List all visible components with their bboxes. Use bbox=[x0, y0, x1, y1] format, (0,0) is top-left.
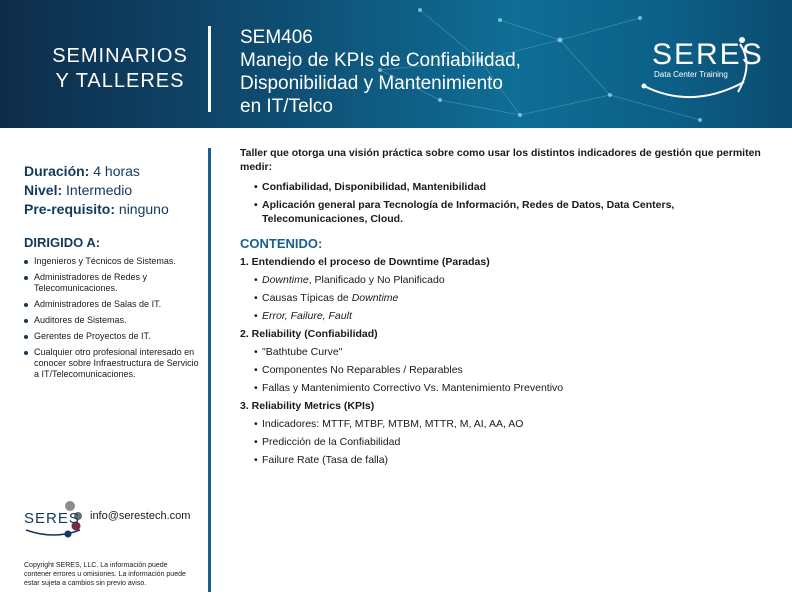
audience-list bbox=[24, 256, 204, 380]
content-title: CONTENIDO: bbox=[240, 236, 323, 251]
list-item: • Failure Rate (Tasa de falla) bbox=[254, 453, 770, 467]
logo-subtitle: Data Center Training bbox=[654, 70, 728, 79]
list-item: • "Bathtube Curve" bbox=[254, 345, 770, 359]
section-2-title: 2. Reliability (Confiabilidad) bbox=[240, 328, 378, 340]
list-item bbox=[254, 309, 770, 323]
header-banner bbox=[0, 0, 792, 128]
list-item: • Aplicación general para Tecnología de Información, Redes de Datos, Data Centers, Telecomunicaciones, Cloud. bbox=[254, 198, 770, 226]
section-1-list bbox=[254, 273, 770, 323]
banner-divider bbox=[208, 26, 211, 112]
series-label-line1: SEMINARIOS bbox=[52, 45, 188, 67]
course-code: SEM406 bbox=[240, 27, 313, 48]
list-item: • Fallas y Mantenimiento Correctivo Vs. Mantenimiento Preventivo bbox=[254, 381, 770, 395]
intro-list bbox=[254, 180, 770, 226]
level-value: Intermedio bbox=[66, 182, 133, 198]
list-item: Gerentes de Proyectos de IT. bbox=[24, 331, 204, 342]
list-item bbox=[254, 291, 770, 305]
level-label: Nivel: bbox=[24, 182, 63, 198]
list-item: Administradores de Salas de IT. bbox=[24, 299, 204, 310]
list-item: • Componentes No Reparables / Reparables bbox=[254, 363, 770, 377]
duration-label: Duración: bbox=[24, 163, 90, 179]
series-label-line2: Y TALLERES bbox=[55, 70, 185, 92]
course-title bbox=[240, 26, 560, 118]
duration bbox=[24, 162, 204, 181]
list-item bbox=[254, 273, 770, 287]
course-content-column bbox=[240, 146, 770, 467]
seres-logo bbox=[632, 24, 764, 104]
list-item: Ingenieros y Técnicos de Sistemas. bbox=[24, 256, 204, 267]
section-2-list bbox=[254, 345, 770, 395]
series-label bbox=[40, 44, 200, 94]
copyright-notice: Copyright SERES, LLC. La información puede contener errores u omisiones. La información puede estar sujeta a cambios sin previo aviso. bbox=[24, 562, 186, 587]
prerequisite-value: ninguno bbox=[118, 201, 169, 217]
item-emphasis: Error, Failure, Fault bbox=[262, 310, 352, 322]
column-divider bbox=[208, 148, 211, 592]
footer-logo-name: SERES bbox=[24, 510, 80, 527]
footer-logo bbox=[24, 494, 94, 540]
duration-value: 4 horas bbox=[93, 163, 140, 179]
list-item: Cualquier otro profesional interesado en conocer sobre Infraestructura de Servicio a IT/Telecomunicaciones. bbox=[24, 347, 204, 380]
item-emphasis: Downtime bbox=[262, 274, 309, 286]
course-title-line2: Manejo de KPIs de Confiabilidad, bbox=[240, 50, 521, 71]
item-emphasis: Downtime bbox=[351, 292, 399, 304]
course-title-line4: en IT/Telco bbox=[240, 96, 333, 117]
course-title-line3: Disponibilidad y Mantenimiento bbox=[240, 73, 503, 94]
list-item: Auditores de Sistemas. bbox=[24, 315, 204, 326]
prerequisite bbox=[24, 200, 204, 219]
list-item: • Indicadores: MTTF, MTBF, MTBM, MTTR, M, AI, AA, AO bbox=[254, 417, 770, 431]
prerequisite-label: Pre-requisito: bbox=[24, 201, 116, 217]
section-1-title: 1. Entendiendo el proceso de Downtime (Paradas) bbox=[240, 256, 490, 268]
course-info-column bbox=[24, 162, 204, 385]
item-text: , Planificado y No Planificado bbox=[308, 274, 445, 286]
section-3-title: 3. Reliability Metrics (KPIs) bbox=[240, 400, 375, 412]
audience-title: DIRIGIDO A: bbox=[24, 235, 101, 250]
contact-email[interactable]: info@serestech.com bbox=[90, 510, 191, 522]
intro-text: Taller que otorga una visión práctica sobre como usar los distintos indicadores de gestión que permiten medir: bbox=[240, 147, 761, 173]
list-item: • Confiabilidad, Disponibilidad, Mantenibilidad bbox=[254, 180, 770, 194]
list-item: • Predicción de la Confiabilidad bbox=[254, 435, 770, 449]
list-item: Administradores de Redes y Telecomunicaciones. bbox=[24, 272, 204, 294]
item-text: Causas Típicas de bbox=[262, 292, 352, 304]
section-3-list bbox=[254, 417, 770, 467]
logo-name: SERES bbox=[652, 38, 764, 71]
level bbox=[24, 181, 204, 200]
